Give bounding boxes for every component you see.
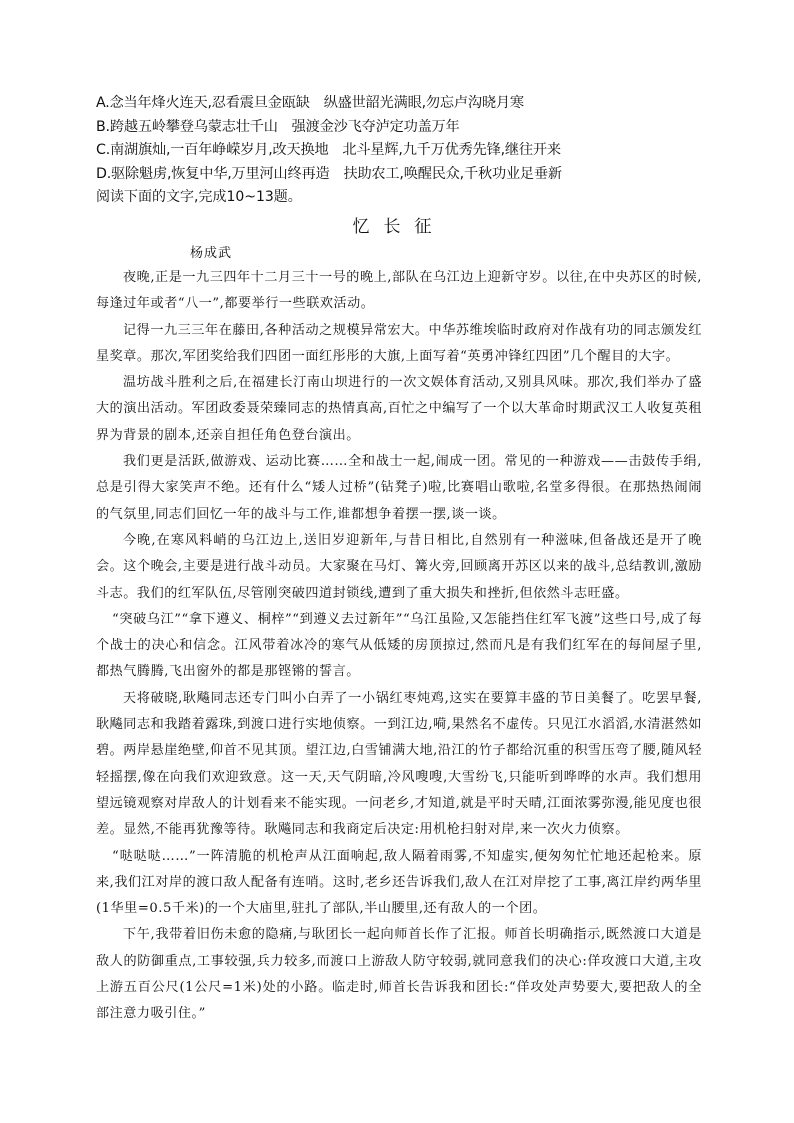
exam-page (96, 92, 702, 1028)
article-paragraph: 记得一九三三年在藤田,各种活动之规模异常宏大。中华苏维埃临时政府对作战有功的同志颁发红星奖章。那次,军团奖给我们四团一面红彤彤的大旗,上面写着“英勇冲锋红四团”几个醒目的大字。 (96, 322, 702, 364)
article-title: 忆长征 (352, 217, 446, 237)
article-paragraph: 今晚,在寒风料峭的乌江边上,送旧岁迎新年,与昔日相比,自然别有一种滋味,但备战还是开了晚会。这个晚会,主要是进行战斗动员。大家聚在马灯、篝火旁,回顾离开苏区以来的战斗,总结教训,激励斗志。我们的红军队伍,尽管刚突破四道封锁线,遭到了重大损失和挫折,但依然斗志旺盛。 (96, 532, 702, 601)
article-paragraph: 温坊战斗胜利之后,在福建长汀南山坝进行的一次文娱体育活动,又别具风味。那次,我们举办了盛大的演出活动。军团政委聂荣臻同志的热情真高,百忙之中编写了一个以大革命时期武汉工人收复英租界为背景的剧本,还亲自担任角色登台演出。 (96, 375, 702, 443)
option-d: D.驱除魁虏,恢复中华,万里河山终再造 扶助农工,唤醒民众,千秋功业足垂新 (96, 165, 562, 182)
option-b: B.跨越五岭攀登乌蒙志壮千山 强渡金沙飞夺泸定功盖万年 (96, 118, 460, 135)
article-paragraph: 天将破晓,耿飚同志还专门叫小白弄了一小锅红枣炖鸡,这实在要算丰盛的节日美餐了。吃罢早餐,耿飚同志和我踏着露珠,到渡口进行实地侦察。一到江边,嗬,果然名不虚传。只见江水滔滔,水清湛然如碧。两岸悬崖绝壁,仰首不见其顶。望江边,白雪铺满大地,沿江的竹子都给沉重的积雪压弯了腰,随风轻轻摇摆,像在向我们欢迎致意。这一天,天气阴暗,冷风嗖嗖,大雪纷飞,只能听到哗哗的水声。我们想用望远镜观察对岸敌人的计划看来不能实现。一问老乡,才知道,就是平时天晴,江面浓雾弥漫,能见度也很差。显然,不能再犹豫等待。耿飚同志和我商定后决定:用机枪扫射对岸,来一次火力侦察。 (96, 690, 702, 838)
article-paragraph: 夜晚,正是一九三四年十二月三十一号的晚上,部队在乌江边上迎新守岁。以往,在中央苏区的时候,每逢过年或者“八一”,都要举行一些联欢活动。 (96, 270, 702, 312)
option-c: C.南湖旗灿,一百年峥嵘岁月,改天换地 北斗星辉,九千万优秀先锋,继往开来 (96, 142, 561, 158)
article-paragraph: “哒哒哒……”一阵清脆的机枪声从江面响起,敌人隔着雨雾,不知虚实,便匆匆忙忙地还起枪来。原来,我们江对岸的渡口敌人配备有连哨。这时,老乡还告诉我们,敌人在江对岸挖了工事,离江岸约两华里(1华里=0.5千米)的一个大庙里,驻扎了部队,半山腰里,还有敌人的一个团。 (96, 848, 702, 917)
article-paragraph: 下午,我带着旧伤未愈的隐痛,与耿团长一起向师首长作了汇报。师首长明确指示,既然渡口大道是敌人的防御重点,工事较强,兵力较多,而渡口上游敌人防守较弱,就同意我们的决心:佯攻渡口大道,主攻上游五百公尺(1公尺=1米)处的小路。临走时,师首长告诉我和团长:“佯攻处声势要大,要把敌人的全部注意力吸引住。” (96, 927, 702, 1022)
reading-instruction: 阅读下面的文字,完成10~13题。 (96, 189, 302, 205)
option-a: A.念当年烽火连天,忍看震旦金瓯缺 纵盛世韶光满眼,勿忘卢沟晓月寒 (96, 95, 524, 111)
article-paragraph: “突破乌江”“拿下遵义、桐梓”“到遵义去过新年”“乌江虽险,又怎能挡住红军飞渡”这些口号,成了每个战士的决心和信念。江风带着冰冷的寒气从低矮的房顶掠过,然而凡是有我们红军在的每间屋子里,都热气腾腾,飞出窗外的都是那铿锵的誓言。 (96, 611, 702, 680)
article-paragraph: 我们更是活跃,做游戏、运动比赛……全和战士一起,闹成一团。常见的一种游戏——击鼓传手绢,总是引得大家笑声不绝。还有什么“矮人过桥”(钻凳子)啦,比赛唱山歌啦,名堂多得很。在那热热闹闹的气氛里,同志们回忆一年的战斗与工作,谁都想争着摆一摆,谈一谈。 (96, 454, 702, 522)
article-author: 杨成武 (190, 246, 233, 261)
